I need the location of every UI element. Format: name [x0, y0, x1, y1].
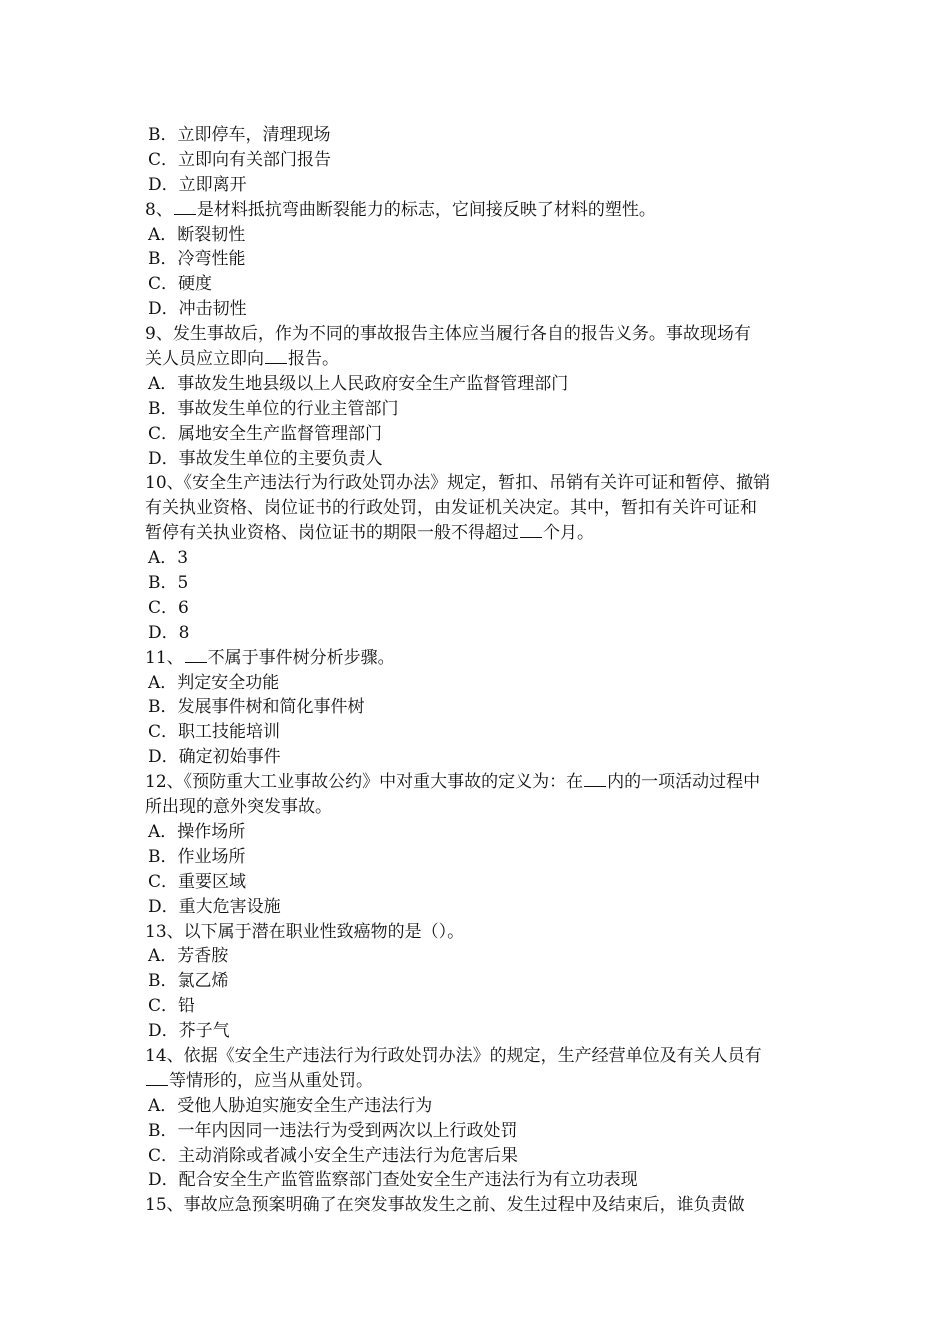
option-c: C．硬度	[148, 274, 213, 295]
document-page	[145, 123, 815, 1218]
question-stem-text: 12、《预防重大工业事故公约》中对重大事故的定义为：在	[145, 772, 584, 793]
option-a: A．操作场所	[148, 821, 246, 842]
option-d: D．立即离开	[148, 174, 247, 195]
question-stem-text: 是材料抵抗弯曲断裂能力的标志，它间接反映了材料的塑性。	[196, 199, 656, 220]
fill-blank	[146, 1070, 168, 1086]
question-13: 13、以下属于潜在职业性致癌物的是（）。	[145, 921, 465, 942]
fill-blank	[174, 199, 196, 215]
question-10-line-1: 10、《安全生产违法行为行政处罚办法》规定，暂扣、吊销有关许可证和暂停、撤销	[145, 473, 771, 494]
question-9-line-1: 9、发生事故后，作为不同的事故报告主体应当履行各自的报告义务。事故现场有	[145, 324, 751, 345]
question-11	[145, 646, 815, 671]
question-12-line-2: 所出现的意外突发事故。	[145, 797, 332, 818]
option-c: C．6	[148, 597, 189, 618]
question-14-line-1: 14、依据《安全生产违法行为行政处罚办法》的规定，生产经营单位及有关人员有	[145, 1045, 762, 1066]
question-15-line-1: 15、事故应急预案明确了在突发事故发生之前、发生过程中及结束后，谁负责做	[145, 1195, 745, 1216]
option-c: C．铅	[148, 996, 196, 1017]
question-stem-text: 报告。	[288, 349, 339, 370]
question-14-line-2	[145, 1069, 815, 1094]
option-a: A．事故发生地县级以上人民政府安全生产监督管理部门	[148, 373, 569, 394]
option-c: C．属地安全生产监督管理部门	[148, 423, 383, 444]
question-stem-prefix: 8、	[145, 199, 173, 220]
option-a: A．断裂韧性	[148, 224, 246, 245]
question-stem-text: 关人员应立即向	[145, 349, 264, 370]
option-c: C．职工技能培训	[148, 722, 281, 743]
option-d: D．确定初始事件	[148, 747, 281, 768]
question-stem-text: 等情形的，应当从重处罚。	[169, 1070, 373, 1091]
option-a: A．判定安全功能	[148, 672, 280, 693]
fill-blank	[185, 647, 207, 663]
question-stem-text: 内的一项活动过程中	[607, 772, 761, 793]
option-c: C．立即向有关部门报告	[148, 149, 332, 170]
question-10-line-2: 有关执业资格、岗位证书的行政处罚，由发证机关决定。其中，暂扣有关许可证和	[145, 498, 757, 519]
option-a: A．3	[148, 548, 189, 569]
option-b: B．作业场所	[148, 846, 246, 867]
option-a: A．受他人胁迫实施安全生产违法行为	[148, 1095, 433, 1116]
option-c: C．重要区域	[148, 871, 247, 892]
fill-blank	[520, 522, 542, 538]
fill-blank	[584, 771, 606, 787]
option-d: D．8	[148, 622, 190, 643]
option-a: A．芳香胺	[148, 946, 229, 967]
option-d: D．芥子气	[148, 1021, 230, 1042]
option-b: B．事故发生单位的行业主管部门	[148, 398, 399, 419]
option-b: B．5	[148, 573, 189, 594]
fill-blank	[265, 348, 287, 364]
option-b: B．发展事件树和简化事件树	[148, 697, 365, 718]
option-b: B．冷弯性能	[148, 249, 246, 270]
option-b: B．立即停车，清理现场	[148, 125, 331, 145]
option-d: D．重大危害设施	[148, 896, 281, 917]
question-12-line-1	[145, 770, 815, 795]
question-8	[145, 198, 815, 223]
question-stem-text: 暂停有关执业资格、岗位证书的期限一般不得超过	[145, 523, 519, 544]
option-d: D．冲击韧性	[148, 299, 247, 320]
option-b: B．一年内因同一违法行为受到两次以上行政处罚	[148, 1120, 518, 1141]
question-stem-prefix: 11、	[145, 647, 184, 668]
option-d: D．事故发生单位的主要负责人	[148, 448, 383, 469]
question-10-line-3	[145, 521, 815, 546]
option-d: D．配合安全生产监管监察部门查处安全生产违法行为有立功表现	[148, 1170, 638, 1191]
option-b: B．氯乙烯	[148, 971, 229, 992]
question-stem-text: 个月。	[543, 523, 594, 544]
question-9-line-2	[145, 347, 815, 372]
option-c: C．主动消除或者减小安全生产违法行为危害后果	[148, 1145, 519, 1166]
question-stem-text: 不属于事件树分析步骤。	[207, 647, 395, 668]
